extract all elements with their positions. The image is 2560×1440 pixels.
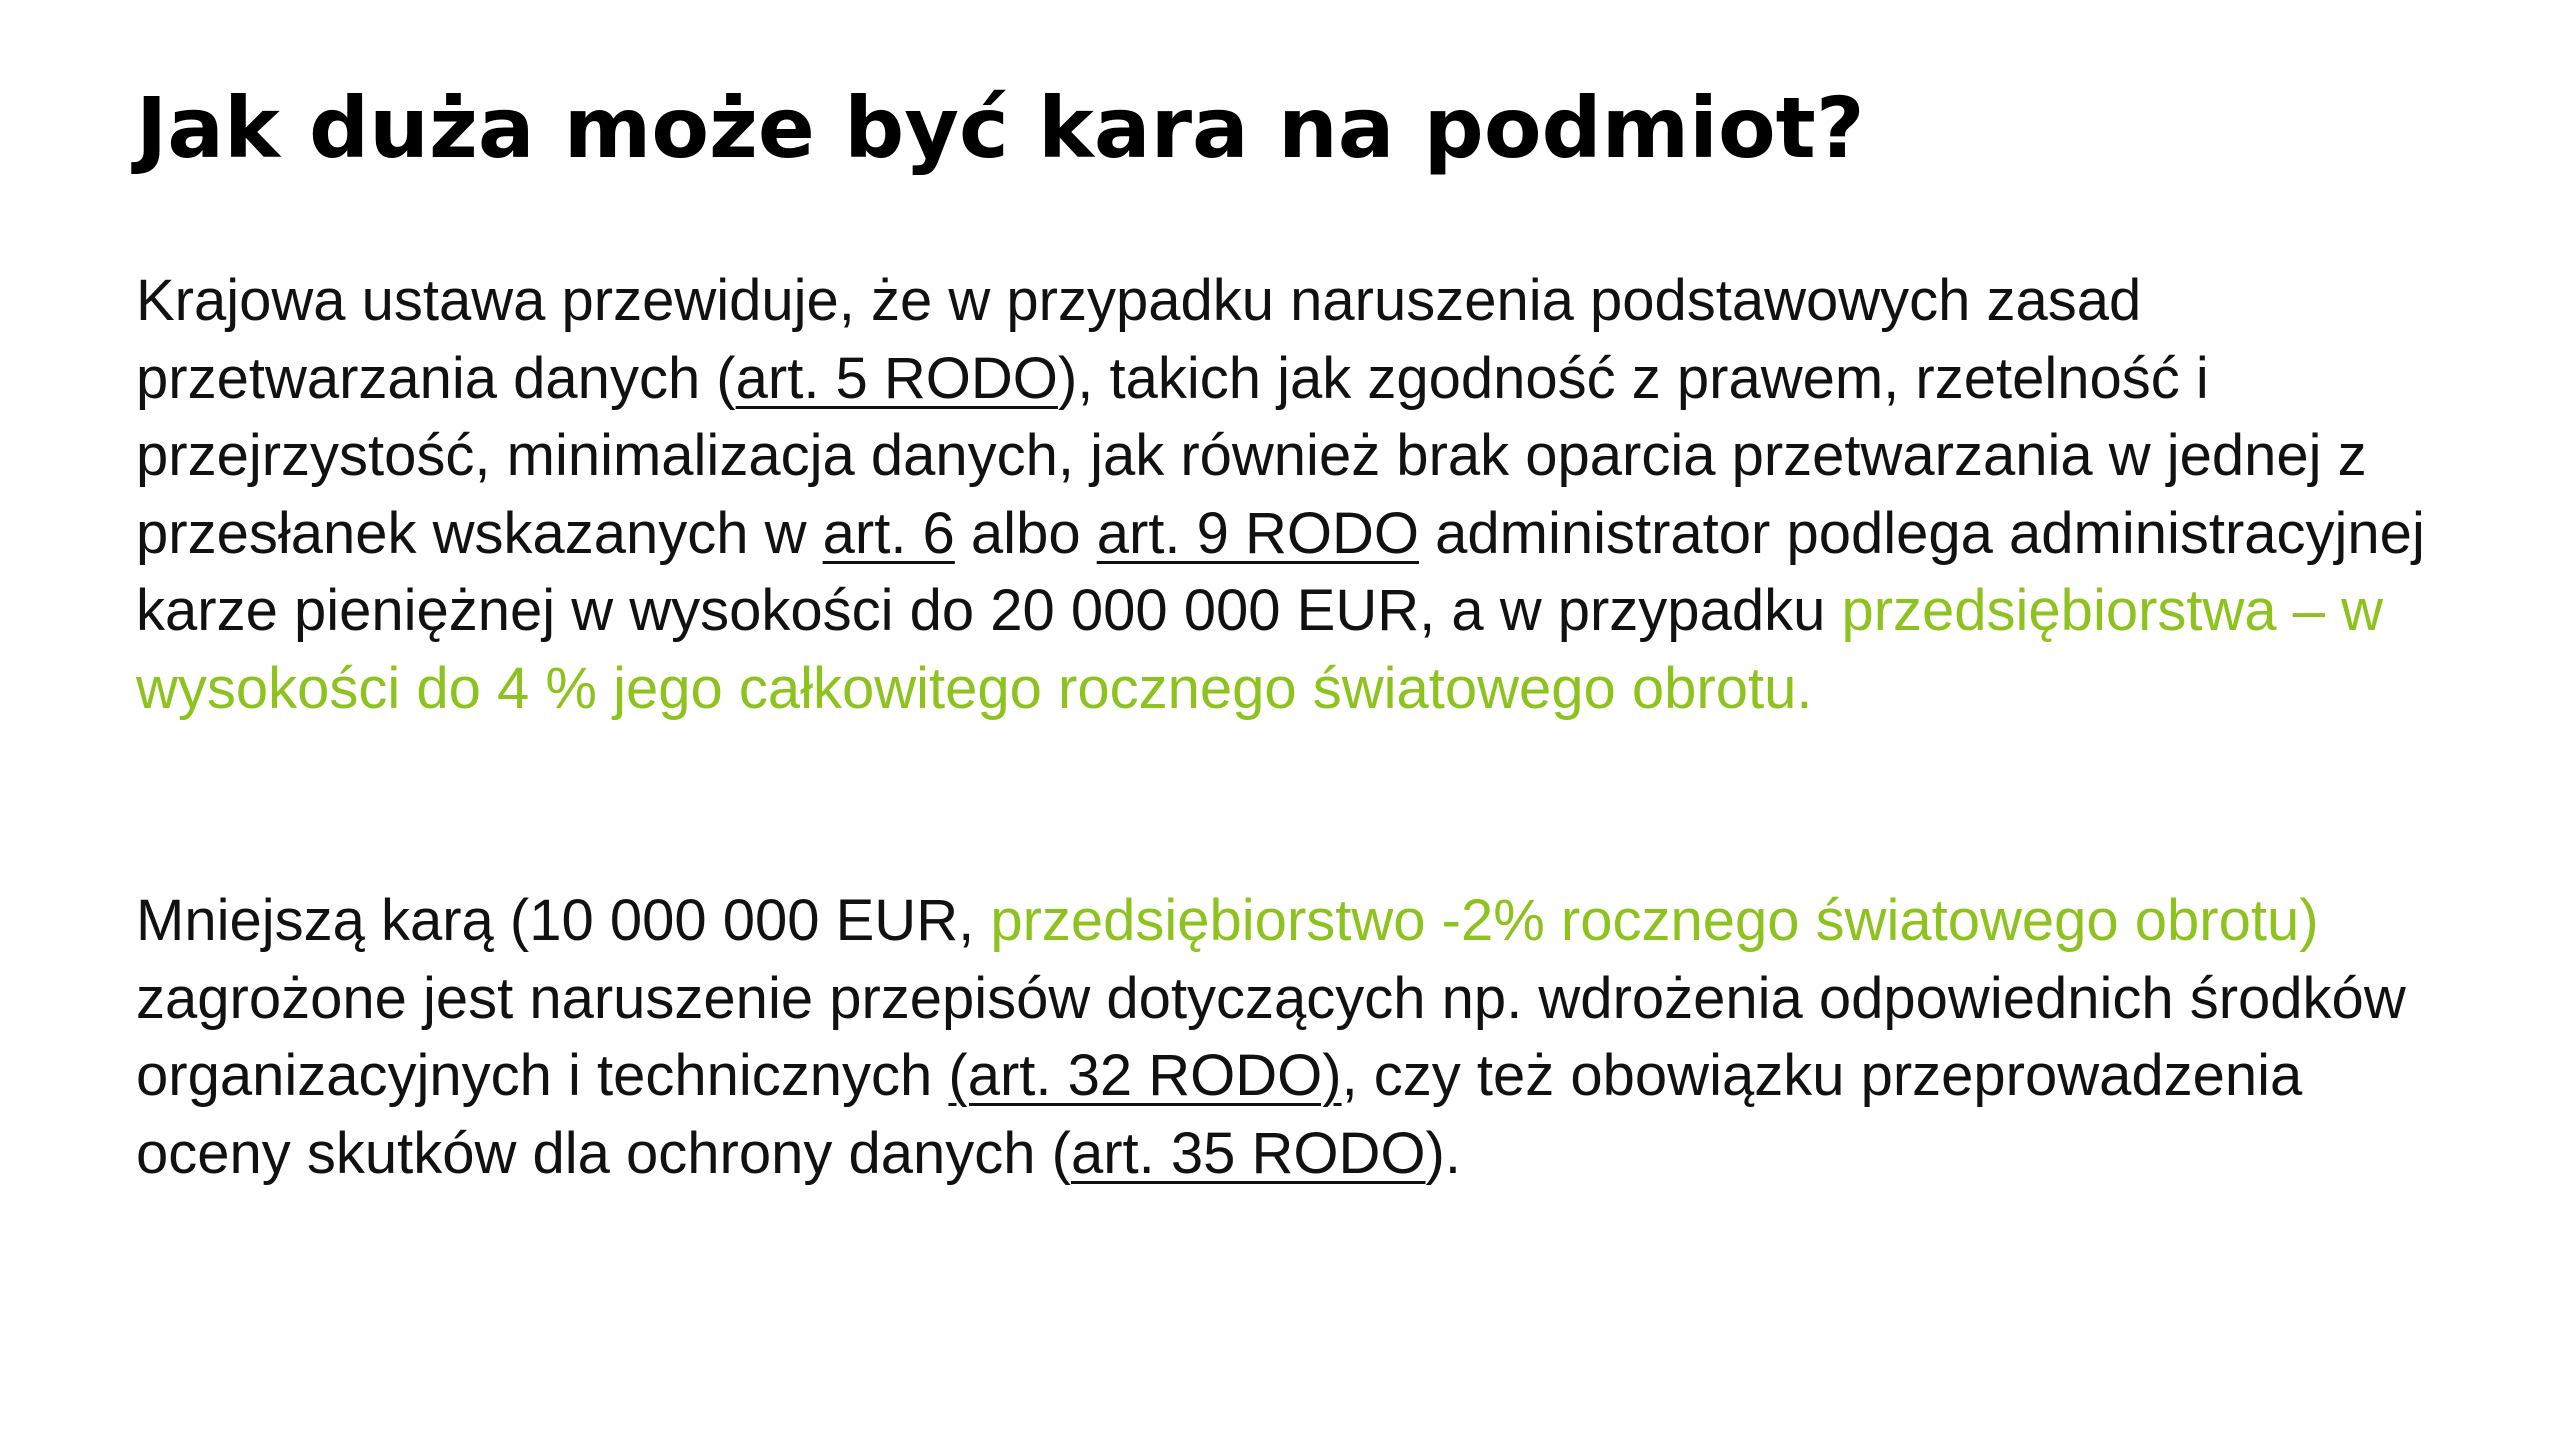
paragraph-penalty-max [136, 262, 2436, 727]
link-art-6[interactable]: art. 6 [822, 500, 955, 566]
paragraph2-text-a: Mniejszą karą (10 000 000 EUR, [136, 888, 991, 953]
paragraph2-text-b: zagrożone jest naruszenie przepisów dotyczących np. wdrożenia odpowiednich środków organizacyjnych i technicznych [136, 965, 2406, 1108]
link-art-32-rodo[interactable]: (art. 32 RODO) [948, 1043, 1342, 1108]
paragraph1-text-b: ), takich jak zgodność z prawem, rzetelność i przejrzystość, minimalizacja danych, jak również brak oparcia przetwarzania w jednej z przesłanek wskazanych w [136, 345, 2367, 566]
link-art-5-rodo[interactable]: art. 5 RODO [735, 345, 1058, 411]
paragraph1-text-c: albo [954, 500, 1097, 566]
paragraph1-text-a: Krajowa ustawa przewiduje, że w przypadku naruszenia podstawowych zasad przetwarzania danych ( [136, 268, 2142, 411]
paragraph2-highlight: przedsiębiorstwo -2% rocznego światowego obrotu) [990, 888, 2319, 953]
paragraph2-text-c: , czy też obowiązku przeprowadzenia oceny skutków dla ochrony danych ( [136, 1043, 2303, 1186]
paragraph2-text-d: ). [1425, 1120, 1461, 1186]
paragraph1-highlight: przedsiębiorstwa – w wysokości do 4 % jego całkowitego rocznego światowego obrotu. [136, 578, 2384, 721]
paragraph1-text-d: administrator podlega administracyjnej karze pieniężnej w wysokości do 20 000 000 EUR, a w przypadku [136, 500, 2425, 643]
slide-title: Jak duża może być kara na podmiot? [136, 79, 1865, 177]
link-art-9-rodo[interactable]: art. 9 RODO [1096, 500, 1419, 566]
paragraph-penalty-lower [136, 882, 2436, 1192]
link-art-35-rodo[interactable]: art. 35 RODO [1070, 1120, 1426, 1186]
